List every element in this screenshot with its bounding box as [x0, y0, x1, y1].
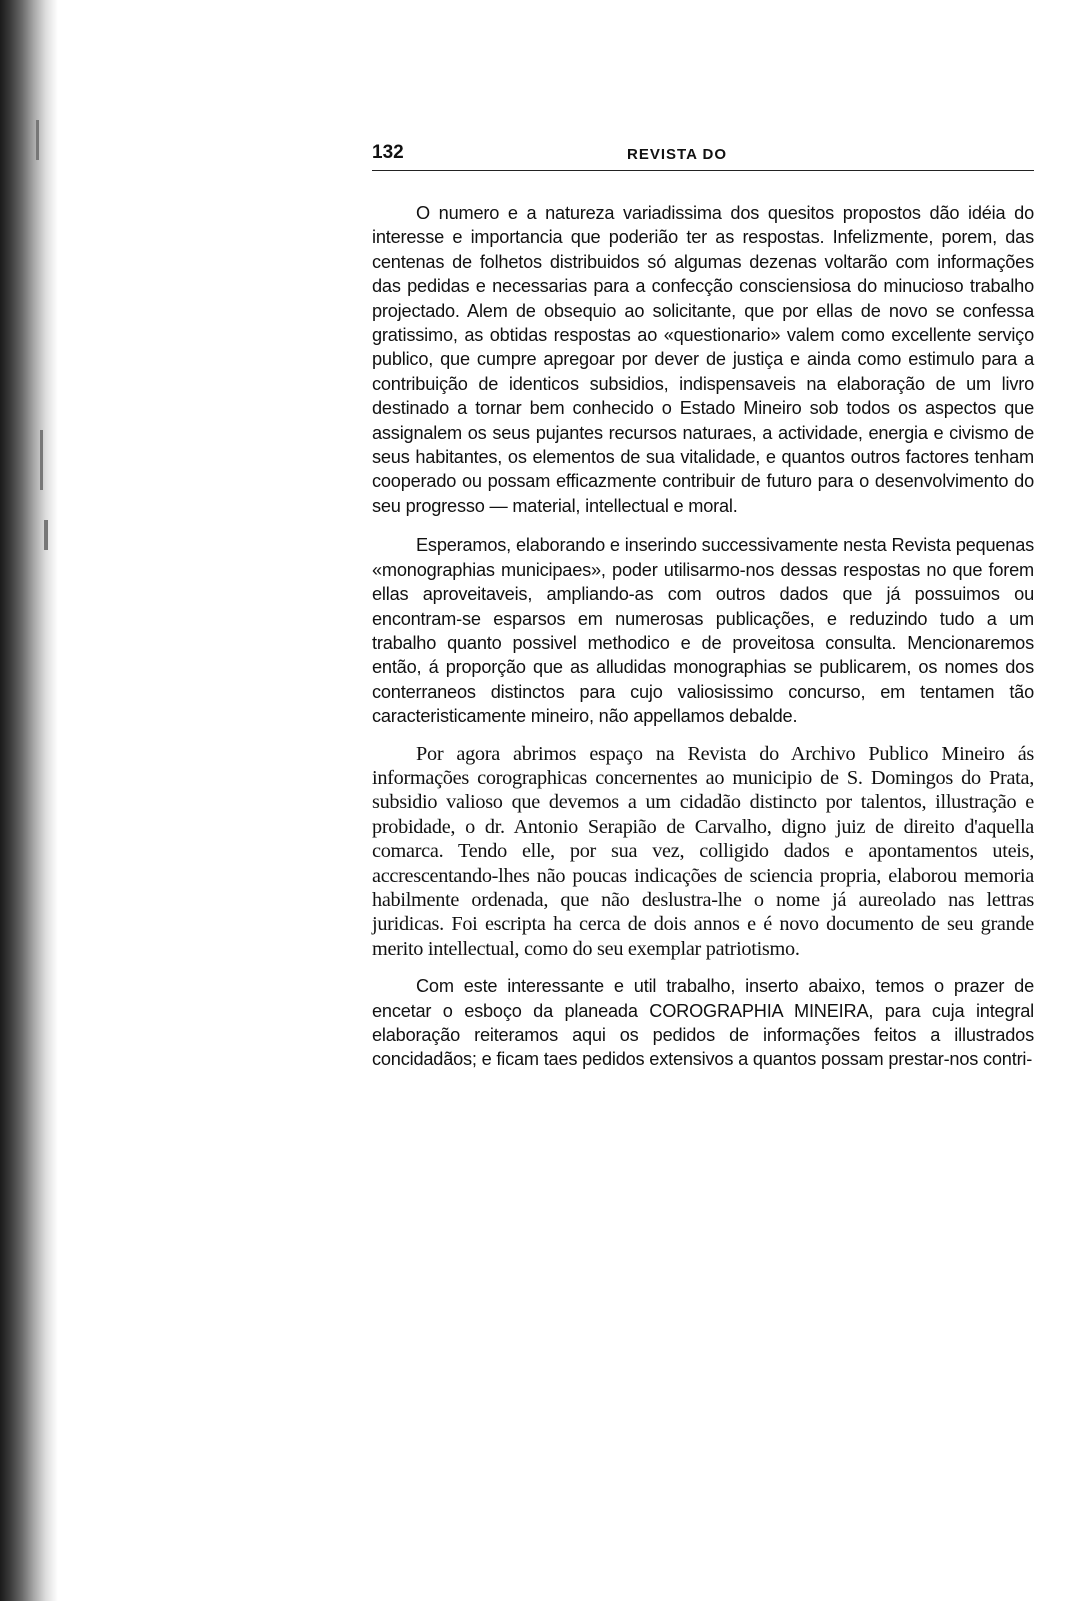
scan-speck	[44, 520, 48, 550]
paragraph-questionnaire: O numero e a natureza variadissima dos quesitos propostos dão idéia do interesse e importancia que poderião ter as respostas. Infelizmente, porem, das centenas de folhetos distribuidos só algumas dezenas voltarão com informações das pedidas e necessarias para a confecção consciensiosa do minucioso trabalho projectado. Alem de obsequio ao solicitante, que por ellas de novo se confessa gratissimo, as obtidas respostas ao «questionario» valem como excellente serviço publico, que cumpre apregoar por dever de justiça e ainda como estimulo para a contribuição de identicos subsidios, indispensaveis na elaboração de um livro destinado a tornar bem conhecido o Estado Mineiro sob todos os aspectos que assignalem os seus pujantes recursos naturaes, a actividade, energia e civismo de seus habitantes, os elementos de sua vitalidade, e quantos outros factores tenham cooperado ou possam efficazmente contribuir de futuro para o desenvolvimento do seu progresso — material, intellectual e moral.	[372, 203, 1034, 516]
scan-speck	[40, 430, 43, 490]
scan-speck	[36, 120, 39, 160]
journal-title: REVISTA DO	[627, 146, 728, 163]
paragraph-corographia: Com este interessante e util trabalho, inserto abaixo, temos o prazer de encetar o esboço da planeada COROGRAPHIA MINEIRA, para cuja integral elaboração reiteramos aqui os pedidos de informações feitos a illustrados concidadãos; e ficam taes pedidos extensivos a quantos possam prestar-nos contri-	[372, 976, 1034, 1070]
article-body	[372, 201, 1034, 1072]
paragraph-sao-domingos: Por agora abrimos espaço na Revista do Archivo Publico Mineiro ás informações corographicas concernentes ao municipio de S. Domingos do Prata, subsidio valioso que devemos a um cidadão distincto por talentos, illustração e probidade, o dr. Antonio Serapião de Carvalho, digno juiz de direito d'aquella comarca. Tendo elle, por sua vez, colligido dados e apontamentos uteis, accrescentando-lhes não poucas indicações de sciencia propria, elaborou memoria habilmente ordenada, que não deslustra-lhe o nome já aureolado nas lettras juridicas. Foi escripta ha cerca de dois annos e é novo documento de seu grande merito intellectual, como do seu exemplar patriotismo.	[372, 742, 1034, 960]
paragraph-monographs: Esperamos, elaborando e inserindo successivamente nesta Revista pequenas «monographias municipaes», poder utilisarmo-nos dessas respostas no que forem ellas aproveitaveis, ampliando-as com outros dados que já possuimos ou encontram-se esparsos em numerosas publicações, e reduzindo tudo a um trabalho quanto possivel methodico e de proveitosa consulta. Mencionaremos então, á proporção que as alludidas monographias se publicarem, os nomes dos conterraneos distinctos para cujo valiosissimo concurso, em tentamen tão caracteristicamente mineiro, não appellamos debalde.	[372, 535, 1034, 727]
page-number: 132	[372, 142, 404, 163]
running-head	[372, 138, 1034, 171]
book-page	[372, 138, 1034, 1085]
scan-binding-edge	[0, 0, 58, 1601]
